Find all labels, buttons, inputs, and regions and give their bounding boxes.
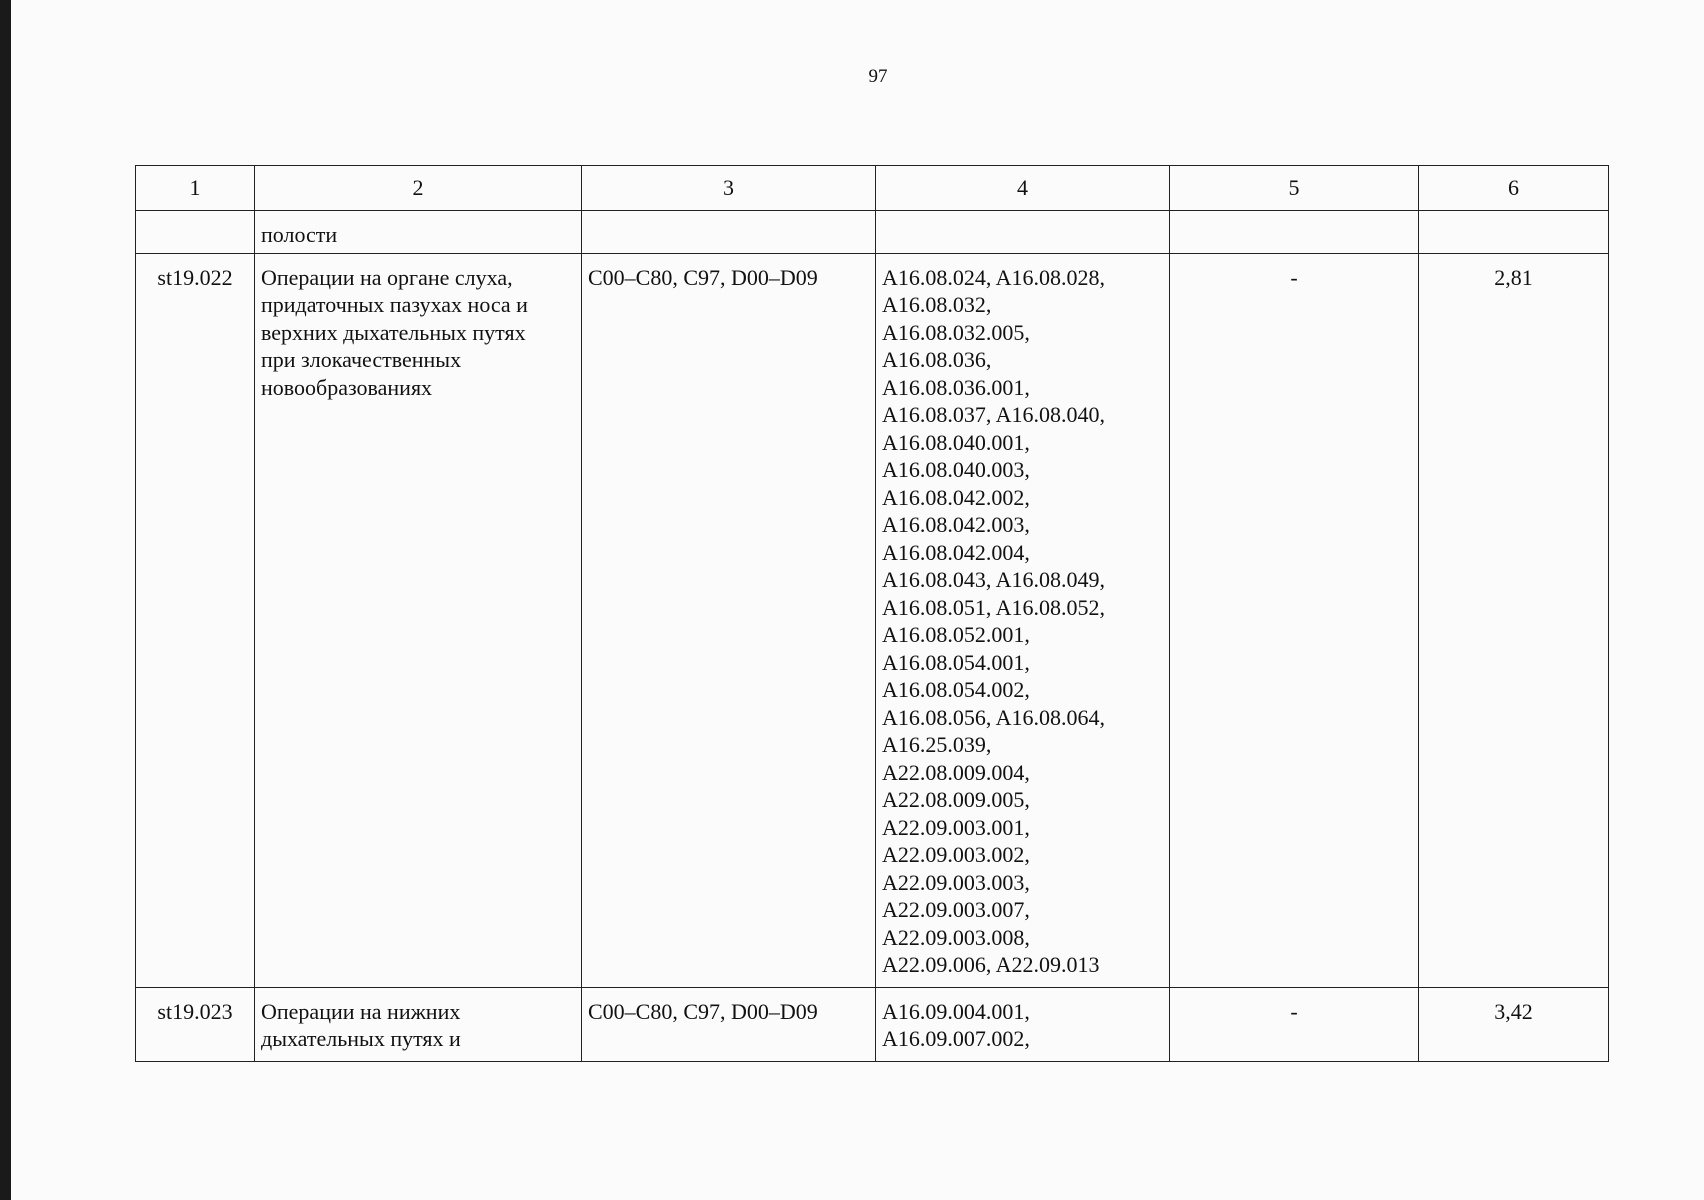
cell-diagnoses: C00–C80, C97, D00–D09 <box>582 253 876 987</box>
cell-line: дыхательных путях и <box>261 1026 461 1051</box>
tariff-table <box>135 165 1609 1062</box>
cell-services <box>876 210 1170 253</box>
header-cell: 6 <box>1419 166 1609 211</box>
table-row <box>136 253 1609 987</box>
cell-line: A16.08.032, <box>882 292 992 317</box>
cell-name: полости <box>255 210 582 253</box>
cell-line: A16.08.056, A16.08.064, <box>882 704 1106 730</box>
cell-line: A22.09.003.003, <box>882 869 1030 895</box>
cell-line: A16.08.042.003, <box>882 512 1030 537</box>
cell-services <box>876 987 1170 1061</box>
cell-line: A16.08.040.003, <box>882 457 1030 482</box>
cell-line: A16.09.007.002, <box>882 1026 1030 1051</box>
cell-line: A16.09.004.001, <box>882 998 1030 1024</box>
cell-line: A22.09.003.001, <box>882 814 1030 840</box>
cell-line: A22.09.003.002, <box>882 842 1030 867</box>
cell-line: A16.08.043, A16.08.049, <box>882 567 1106 592</box>
cell-line: A22.09.006, A22.09.013 <box>882 952 1100 977</box>
cell-line: A16.08.024, A16.08.028, <box>882 264 1106 290</box>
cell-line: A16.08.036.001, <box>882 374 1030 400</box>
header-cell: 2 <box>255 166 582 211</box>
cell-coefficient <box>1419 210 1609 253</box>
cell-line: верхних дыхательных путях <box>261 319 526 345</box>
cell-coefficient: 3,42 <box>1419 987 1609 1061</box>
cell-line: A16.08.052.001, <box>882 622 1030 647</box>
table-header-row <box>136 166 1609 211</box>
cell-line: A16.08.051, A16.08.052, <box>882 594 1106 620</box>
cell-name <box>255 253 582 987</box>
cell-diagnoses: C00–C80, C97, D00–D09 <box>582 987 876 1061</box>
cell-line: A16.08.040.001, <box>882 429 1030 455</box>
cell-col5: - <box>1170 987 1419 1061</box>
scan-border <box>0 0 11 1200</box>
cell-code: st19.022 <box>136 253 255 987</box>
cell-line: A16.08.037, A16.08.040, <box>882 402 1106 427</box>
table-row <box>136 987 1609 1061</box>
cell-line: A22.09.003.007, <box>882 897 1030 922</box>
header-cell: 4 <box>876 166 1170 211</box>
cell-line: A22.08.009.004, <box>882 759 1030 785</box>
header-cell: 3 <box>582 166 876 211</box>
cell-line: A16.08.054.001, <box>882 649 1030 675</box>
page-number: 97 <box>868 66 888 87</box>
header-cell: 1 <box>136 166 255 211</box>
continuation-row <box>136 210 1609 253</box>
cell-line: при злокачественных <box>261 347 462 372</box>
cell-line: новообразованиях <box>261 374 433 400</box>
cell-code <box>136 210 255 253</box>
cell-name <box>255 987 582 1061</box>
cell-diagnoses <box>582 210 876 253</box>
cell-line: Операции на органе слуха, <box>261 264 513 290</box>
cell-services <box>876 253 1170 987</box>
cell-line: A16.08.032.005, <box>882 319 1030 345</box>
header-cell: 5 <box>1170 166 1419 211</box>
cell-line: A16.25.039, <box>882 732 992 757</box>
cell-col5 <box>1170 210 1419 253</box>
cell-line: Операции на нижних <box>261 998 461 1024</box>
cell-line: A16.08.036, <box>882 347 992 372</box>
cell-line: A16.08.054.002, <box>882 677 1030 702</box>
cell-line: A16.08.042.002, <box>882 484 1030 510</box>
cell-line: A22.09.003.008, <box>882 924 1030 950</box>
cell-line: A22.08.009.005, <box>882 787 1030 812</box>
cell-line: придаточных пазухах носа и <box>261 292 528 317</box>
cell-col5: - <box>1170 253 1419 987</box>
cell-code: st19.023 <box>136 987 255 1061</box>
cell-line: A16.08.042.004, <box>882 539 1030 565</box>
cell-coefficient: 2,81 <box>1419 253 1609 987</box>
